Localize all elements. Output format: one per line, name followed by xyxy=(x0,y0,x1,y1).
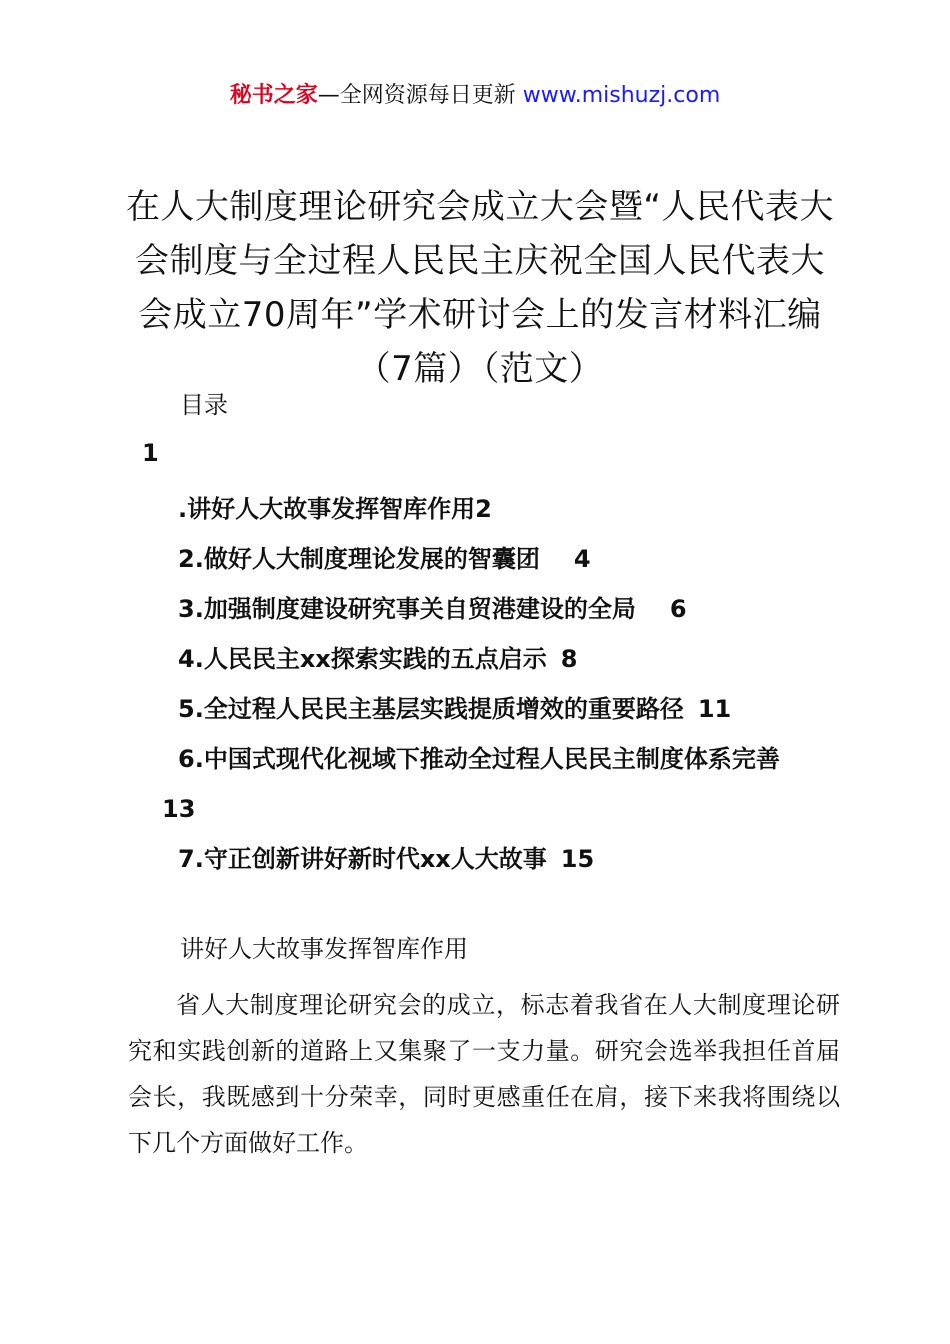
toc-item[interactable] xyxy=(128,834,848,884)
toc-item-page: 15 xyxy=(560,845,595,873)
toc-item[interactable] xyxy=(128,684,848,734)
table-of-contents xyxy=(128,484,848,884)
section-heading: 讲好人大故事发挥智库作用 xyxy=(180,935,468,963)
toc-item-page: 6 xyxy=(669,595,687,623)
toc-item-title: 5.全过程人民民主基层实践提质增效的重要路径 xyxy=(178,695,684,723)
toc-item[interactable] xyxy=(128,584,848,634)
toc-item-title: 4.人民民主xx探索实践的五点启示 xyxy=(178,645,547,673)
brand-name: 秘书之家 xyxy=(229,83,318,108)
toc-item[interactable] xyxy=(128,734,848,834)
toc-item-title: .讲好人大故事发挥智库作用 xyxy=(178,495,476,523)
toc-leading-number: 1 xyxy=(142,439,159,467)
site-tagline: —全网资源每日更新 xyxy=(317,83,516,108)
site-header xyxy=(0,80,950,112)
toc-item-page: 8 xyxy=(560,645,578,673)
site-url-link[interactable]: www.mishuzj.com xyxy=(522,83,721,108)
toc-item-title: 3.加强制度建设研究事关自贸港建设的全局 xyxy=(178,595,636,623)
toc-item-page: 11 xyxy=(697,695,732,723)
toc-item-title: 7.守正创新讲好新时代xx人大故事 xyxy=(178,845,547,873)
toc-item-title: 2.做好人大制度理论发展的智囊团 xyxy=(178,545,540,573)
document-title: 在人大制度理论研究会成立大会暨“人民代表大会制度与全过程人民民主庆祝全国人民代表大会成立70周年”学术研讨会上的发言材料汇编（7篇）（范文） xyxy=(125,187,835,389)
toc-item[interactable] xyxy=(128,534,848,584)
body-paragraph: 省人大制度理论研究会的成立，标志着我省在人大制度理论研究和实践创新的道路上又集聚了一支力量。研究会选举我担任首届会长，我既感到十分荣幸，同时更感重任在肩，接下来我将围绕以下几个方面做好工作。 xyxy=(128,991,840,1157)
toc-item[interactable] xyxy=(128,484,848,534)
toc-heading: 目录 xyxy=(180,391,228,419)
toc-item-page: 13 xyxy=(162,795,196,823)
toc-item-page: 2 xyxy=(475,495,492,523)
toc-item-title: 6.中国式现代化视域下推动全过程人民民主制度体系完善 xyxy=(178,745,780,773)
toc-item-page: 4 xyxy=(573,545,591,573)
toc-item[interactable] xyxy=(128,634,848,684)
